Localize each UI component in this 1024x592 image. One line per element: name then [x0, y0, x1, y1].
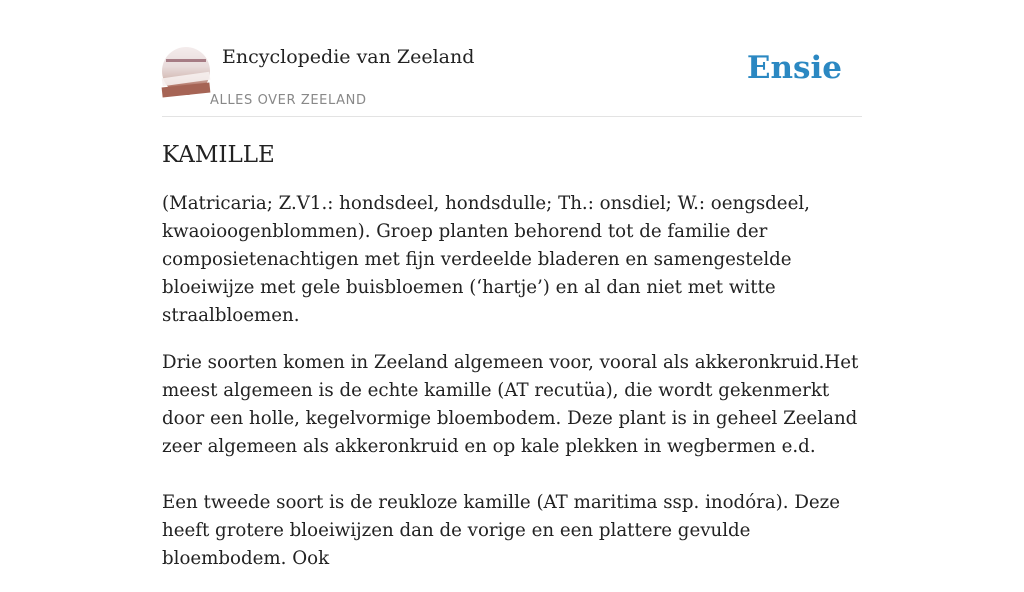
site-header: [162, 44, 862, 117]
article-title: KAMILLE: [162, 142, 275, 168]
article-paragraph: Drie soorten komen in Zeeland algemeen voor, vooral als akkeronkruid.Het meest algemeen is de echte kamille (AT recutüa), die wordt gekenmerkt door een holle, kegelvormige bloembodem. Deze plant is in geheel Zeeland zeer algemeen als akkeronkruid en op kale plekken in wegbermen e.d.: [162, 352, 859, 457]
article-paragraph: Een tweede soort is de reukloze kamille (AT maritima ssp. inodóra). Deze heeft grotere bloeiwijzen dan de vorige en een plattere gevulde bloembodem. Ook: [162, 492, 841, 569]
site-subtitle: ALLES OVER ZEELAND: [210, 93, 367, 108]
site-title[interactable]: Encyclopedie van Zeeland: [222, 46, 475, 68]
logo-band: [166, 59, 206, 62]
brand-logo-link[interactable]: Ensie: [746, 50, 842, 86]
paragraph-spacer: [162, 461, 862, 489]
site-logo[interactable]: [162, 47, 210, 95]
article: [162, 138, 862, 592]
article-paragraph: (Matricaria; Z.V1.: hondsdeel, hondsdulle; Th.: onsdiel; W.: oengsdeel, kwaoioogenblommen). Groep planten behorend tot de familie der composietenachtigen met fijn verdeelde bladeren en samengestelde bloeiwijze met gele buisbloemen (‘hartje’) en al dan niet met witte straalbloemen.: [162, 193, 810, 326]
